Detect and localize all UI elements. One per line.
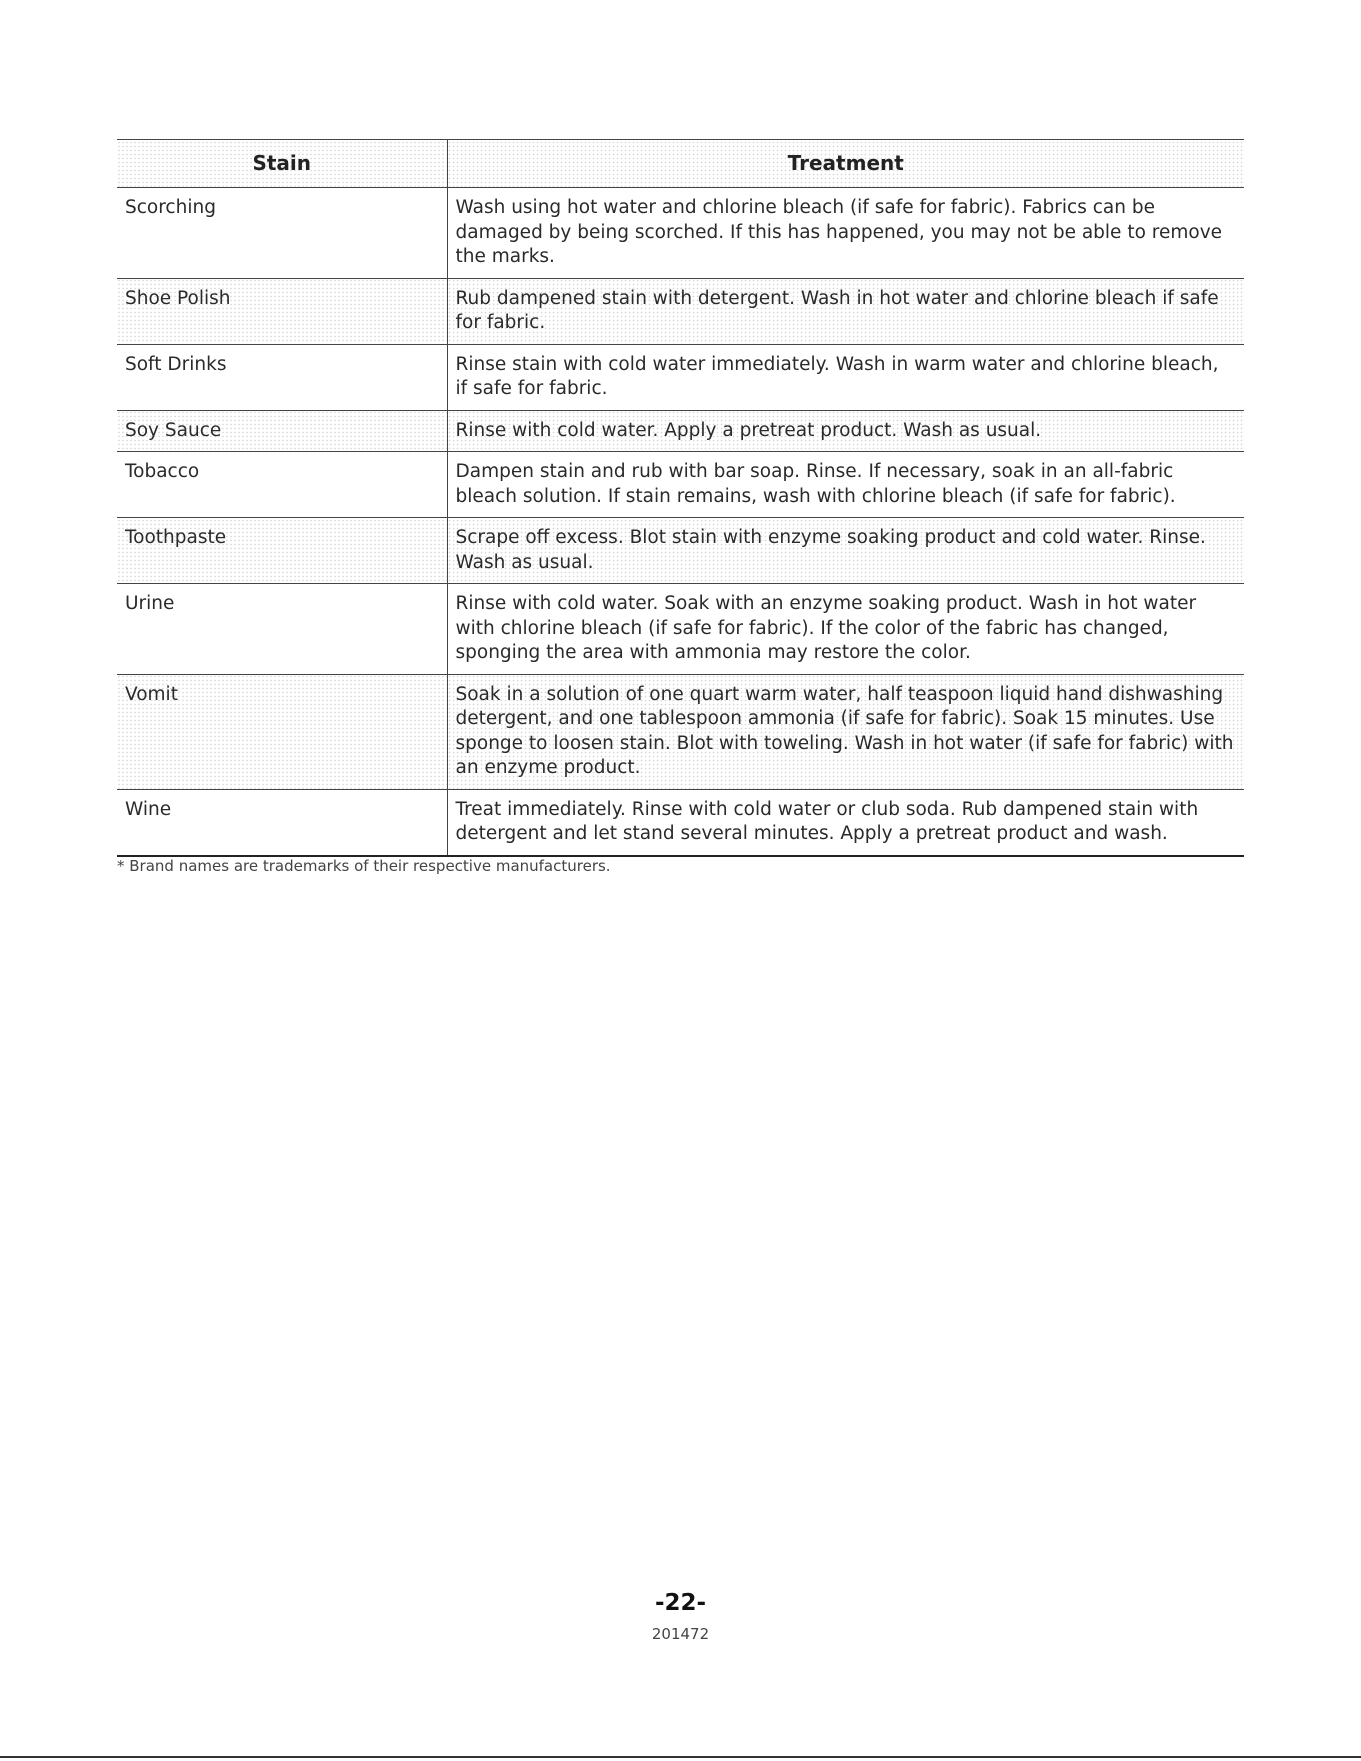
stain-name: Vomit: [117, 674, 447, 789]
document-code: 201472: [651, 1625, 710, 1643]
stain-name: Soft Drinks: [117, 344, 447, 410]
treatment-text: Soak in a solution of one quart warm water, half teaspoon liquid hand dishwashing detergent, and one tablespoon ammonia (if safe for fabric). Soak 15 minutes. Use sponge to loosen stain. Blot with toweling. Wash in hot water (if safe for fabric) with an enzyme product.: [447, 674, 1244, 789]
trademark-footnote: * Brand names are trademarks of their respective manufacturers.: [117, 857, 611, 875]
table-row: [117, 410, 1244, 452]
treatment-text: Rinse with cold water. Apply a pretreat product. Wash as usual.: [447, 410, 1244, 452]
table-row: [117, 789, 1244, 856]
treatment-text: Scrape off excess. Blot stain with enzyme soaking product and cold water. Rinse. Wash as usual.: [447, 518, 1244, 584]
table-header-row: [117, 140, 1244, 188]
table-row: [117, 188, 1244, 279]
stain-treatment-table: [117, 139, 1244, 857]
treatment-text: Wash using hot water and chlorine bleach (if safe for fabric). Fabrics can be damaged by being scorched. If this has happened, you may not be able to remove the marks.: [447, 188, 1244, 279]
header-treatment: Treatment: [447, 140, 1244, 188]
stain-name: Toothpaste: [117, 518, 447, 584]
table-row: [117, 278, 1244, 344]
stain-name: Soy Sauce: [117, 410, 447, 452]
treatment-text: Treat immediately. Rinse with cold water or club soda. Rub dampened stain with detergent and let stand several minutes. Apply a pretreat product and wash.: [447, 789, 1244, 856]
stain-name: Scorching: [117, 188, 447, 279]
stain-name: Tobacco: [117, 452, 447, 518]
table-row: [117, 674, 1244, 789]
stain-name: Shoe Polish: [117, 278, 447, 344]
page-number: -22-: [654, 1590, 707, 1616]
treatment-text: Dampen stain and rub with bar soap. Rinse. If necessary, soak in an all-fabric bleach solution. If stain remains, wash with chlorine bleach (if safe for fabric).: [447, 452, 1244, 518]
treatment-text: Rub dampened stain with detergent. Wash in hot water and chlorine bleach if safe for fabric.: [447, 278, 1244, 344]
bottom-edge-rule: [0, 1756, 1361, 1758]
table-row: [117, 452, 1244, 518]
stain-name: Wine: [117, 789, 447, 856]
table-row: [117, 344, 1244, 410]
treatment-text: Rinse stain with cold water immediately. Wash in warm water and chlorine bleach, if safe for fabric.: [447, 344, 1244, 410]
table-row: [117, 584, 1244, 675]
stain-name: Urine: [117, 584, 447, 675]
header-stain: Stain: [117, 140, 447, 188]
treatment-text: Rinse with cold water. Soak with an enzyme soaking product. Wash in hot water with chlorine bleach (if safe for fabric). If the color of the fabric has changed, sponging the area with ammonia may restore the color.: [447, 584, 1244, 675]
table-row: [117, 518, 1244, 584]
